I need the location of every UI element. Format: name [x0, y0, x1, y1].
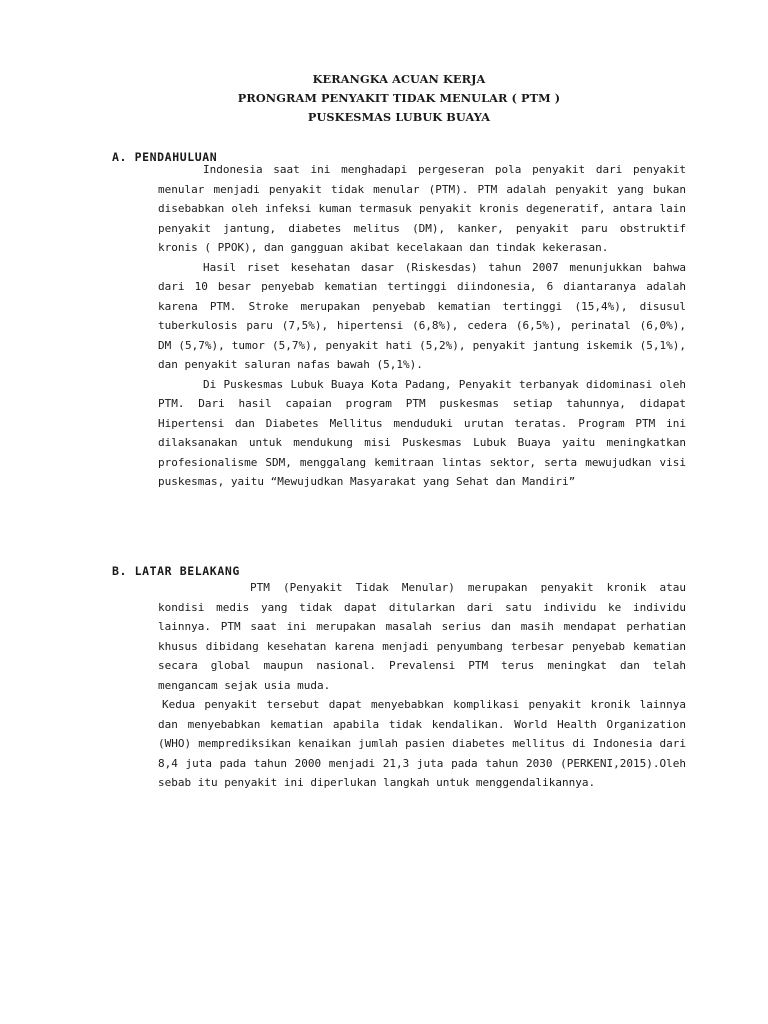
section-body-latar-belakang [158, 578, 686, 793]
paragraph: Hasil riset kesehatan dasar (Riskesdas) tahun 2007 menunjukkan bahwa dari 10 besar penyebab kematian tertinggi diindonesia, 6 diantaranya adalah karena PTM. Stroke merupakan penyebab kematian tertinggi (15,4%), disusul tuberkulosis paru (7,5%), hipertensi (6,8%), cedera (6,5%), perinatal (6,0%), DM (5,7%), tumor (5,7%), penyakit hati (5,2%), penyakit jantung iskemik (5,1%), dan penyakit saluran nafas bawah (5,1%). [158, 260, 686, 371]
paragraph: Kedua penyakit tersebut dapat menyebabkan komplikasi penyakit kronik lainnya dan menyebabkan kematian apabila tidak kendalikan. World Health Organization (WHO) memprediksikan kenaikan jumlah pasien diabetes mellitus di Indonesia dari 8,4 juta pada tahun 2000 menjadi 21,3 juta pada tahun 2030 (PERKENI,2015).Oleh sebab itu penyakit ini diperlukan langkah untuk menggendalikannya. [158, 698, 686, 789]
section-heading-pendahuluan: A. PENDAHULUAN [112, 150, 218, 164]
section-heading-latar-belakang: B. LATAR BELAKANG [112, 564, 240, 578]
paragraph: Indonesia saat ini menghadapi pergeseran pola penyakit dari penyakit menular menjadi penyakit tidak menular (PTM). PTM adalah penyakit yang bukan disebabkan oleh infeksi kuman termasuk penyakit kronis degeneratif, antara lain penyakit jantung, diabetes melitus (DM), kanker, penyakit paru obstruktif kronis ( PPOK), dan gangguan akibat kecelakaan dan tindak kekerasan. [158, 163, 686, 254]
section-body-pendahuluan [158, 160, 686, 492]
paragraph: PTM (Penyakit Tidak Menular) merupakan penyakit kronik atau kondisi medis yang tidak dapat ditularkan dari satu individu ke individu lainnya. PTM saat ini merupakan masalah serius dan masih mendapat perhatian khusus dibidang kesehatan karena menjadi penyumbang terbesar penyebab kematian secara global maupun nasional. Prevalensi PTM terus meningkat dan telah mengancam sejak usia muda. [158, 581, 686, 692]
document-title-block [0, 70, 768, 127]
paragraph: Di Puskesmas Lubuk Buaya Kota Padang, Penyakit terbanyak didominasi oleh PTM. Dari hasil capaian program PTM puskesmas setiap tahunnya, didapat Hipertensi dan Diabetes Mellitus menduduki urutan teratas. Program PTM ini dilaksanakan untuk mendukung misi Puskesmas Lubuk Buaya yaitu meningkatkan profesionalisme SDM, menggalang kemitraan lintas sektor, serta mewujudkan visi puskesmas, yaitu “Mewujudkan Masyarakat yang Sehat dan Mandiri” [158, 377, 686, 488]
title-line-2: PRONGRAM PENYAKIT TIDAK MENULAR ( PTM ) [237, 91, 561, 105]
title-line-3: PUSKESMAS LUBUK BUAYA [307, 110, 491, 124]
title-line-1: KERANGKA ACUAN KERJA [312, 72, 486, 86]
